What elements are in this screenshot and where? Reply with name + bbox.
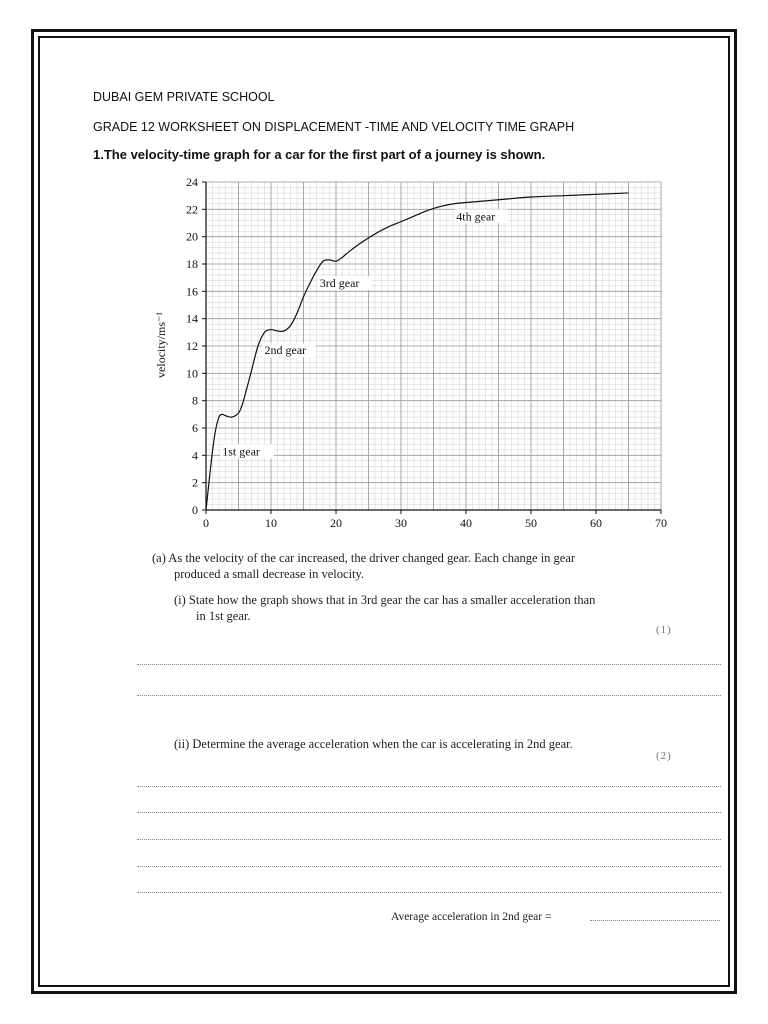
answer-line[interactable]: [137, 695, 721, 696]
y-tick-label: 20: [186, 229, 198, 244]
x-tick-label: 30: [395, 516, 407, 530]
answer-input-line[interactable]: [590, 920, 720, 921]
y-tick-label: 12: [186, 339, 198, 353]
y-axis-label: velocity/ms⁻¹: [154, 312, 168, 378]
y-tick-label: 2: [192, 475, 198, 490]
gear-annotation-label: 2nd gear: [264, 343, 307, 358]
answer-line[interactable]: [137, 839, 721, 840]
y-tick-label: 16: [186, 284, 198, 299]
part-i-line-1: (i) State how the graph shows that in 3rd gear the car has a smaller acceleration than: [174, 593, 596, 607]
gear-annotation-label: 4th gear: [456, 209, 496, 224]
y-tick-label: 4: [192, 448, 198, 463]
y-tick-label: 22: [186, 202, 198, 217]
part-a-line-2: produced a small decrease in velocity.: [174, 567, 365, 581]
gear-annotation-label: 3rd gear: [319, 276, 360, 291]
answer-line[interactable]: [137, 866, 721, 867]
y-tick-labels: [186, 175, 206, 517]
x-tick-label: 20: [330, 516, 342, 530]
gear-annotation-label: 1st gear: [222, 444, 260, 459]
part-a-line-1: (a) As the velocity of the car increased, the driver changed gear. Each change in gear: [152, 551, 576, 565]
x-tick-label: 60: [590, 516, 602, 530]
y-tick-label: 0: [192, 503, 198, 517]
x-tick-label: 40: [460, 516, 472, 530]
part-ii-text: (ii) Determine the average acceleration when the car is accelerating in 2nd gear.: [174, 737, 573, 751]
y-tick-label: 18: [186, 257, 198, 271]
answer-line[interactable]: [137, 892, 721, 893]
x-tick-label: 50: [525, 516, 537, 530]
y-tick-label: 24: [186, 175, 198, 189]
worksheet-title: GRADE 12 WORKSHEET ON DISPLACEMENT -TIME AND VELOCITY TIME GRAPH: [93, 120, 575, 134]
question-1-title: 1.The velocity-time graph for a car for the first part of a journey is shown.: [93, 147, 546, 162]
y-tick-label: 14: [186, 311, 198, 326]
school-name: DUBAI GEM PRIVATE SCHOOL: [93, 90, 275, 104]
answer-line[interactable]: [137, 786, 721, 787]
x-tick-label: 10: [265, 516, 277, 530]
answer-line[interactable]: [137, 812, 721, 813]
part-i-marks: (1): [656, 624, 672, 636]
part-i-line-2: in 1st gear.: [196, 609, 251, 623]
x-tick-label: 70: [655, 516, 667, 530]
y-tick-label: 8: [192, 393, 198, 408]
answer-label: Average acceleration in 2nd gear =: [391, 911, 552, 923]
part-ii-marks: (2): [656, 750, 672, 762]
y-tick-label: 6: [192, 421, 198, 435]
x-tick-labels: [203, 510, 667, 530]
answer-line[interactable]: [137, 664, 721, 665]
y-tick-label: 10: [186, 366, 198, 381]
x-tick-label: 0: [203, 516, 209, 530]
